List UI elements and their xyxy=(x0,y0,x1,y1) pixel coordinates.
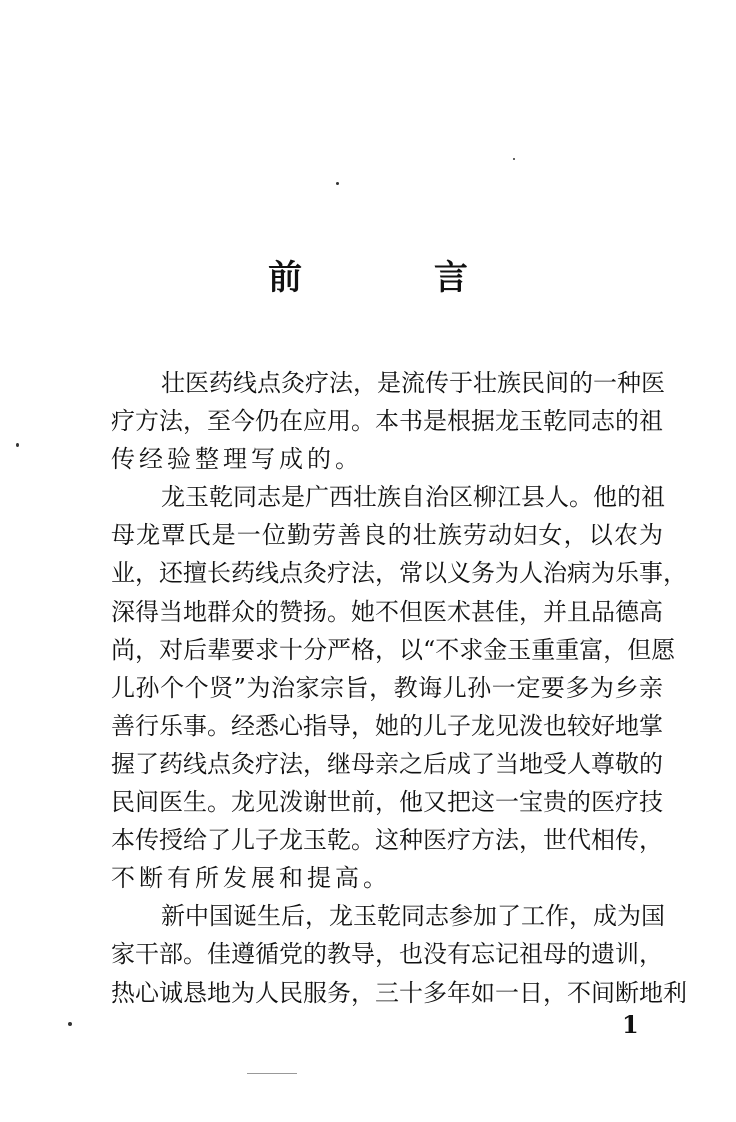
scan-speck xyxy=(513,158,515,160)
text-line: 深得当地群众的赞扬。她不但医术甚佳，并且品德高 xyxy=(111,597,663,626)
text-line: 热心诚恳地为人民服务，三十多年如一日，不间断地利 xyxy=(111,978,687,1007)
text-line: 民间医生。龙见泼谢世前，他又把这一宝贵的医疗技 xyxy=(111,788,663,817)
page-title: 前 言 xyxy=(268,258,528,298)
text-line: 新中国诞生后，龙玉乾同志参加了工作，成为国 xyxy=(161,902,665,931)
scan-speck xyxy=(247,1073,297,1074)
text-line: 握了药线点灸疗法，继母亲之后成了当地受人尊敬的 xyxy=(111,749,663,778)
text-line: 本传授给了儿子龙玉乾。这种医疗方法，世代相传， xyxy=(111,826,663,855)
text-line: 儿孙个个贤”为治家宗旨，教诲儿孙一定要多为乡亲 xyxy=(111,673,663,702)
text-line: 龙玉乾同志是广西壮族自治区柳江县人。他的祖 xyxy=(161,483,665,512)
text-line: 尚，对后辈要求十分严格，以“不求金玉重重富，但愿 xyxy=(111,635,676,664)
text-line: 母龙覃氏是一位勤劳善良的壮族劳动妇女，以农为 xyxy=(111,521,663,550)
text-line: 家干部。佳遵循党的教导，也没有忘记祖母的遗训， xyxy=(111,940,663,969)
text-line: 传经验整理写成的。 xyxy=(111,445,363,474)
preface-body xyxy=(111,364,687,1012)
text-line: 疗方法，至今仍在应用。本书是根据龙玉乾同志的祖 xyxy=(111,407,663,436)
scan-speck xyxy=(336,182,339,185)
text-line: 不断有所发展和提高。 xyxy=(111,864,391,893)
scan-speck xyxy=(68,1022,72,1026)
text-line: 善行乐事。经悉心指导，她的儿子龙见泼也较好地掌 xyxy=(111,711,663,740)
page-number: 1 xyxy=(622,1010,639,1039)
text-line: 业，还擅长药线点灸疗法，常以义务为人治病为乐事， xyxy=(111,559,687,588)
text-line: 壮医药线点灸疗法，是流传于壮族民间的一种医 xyxy=(161,369,665,397)
scan-speck xyxy=(16,443,19,447)
